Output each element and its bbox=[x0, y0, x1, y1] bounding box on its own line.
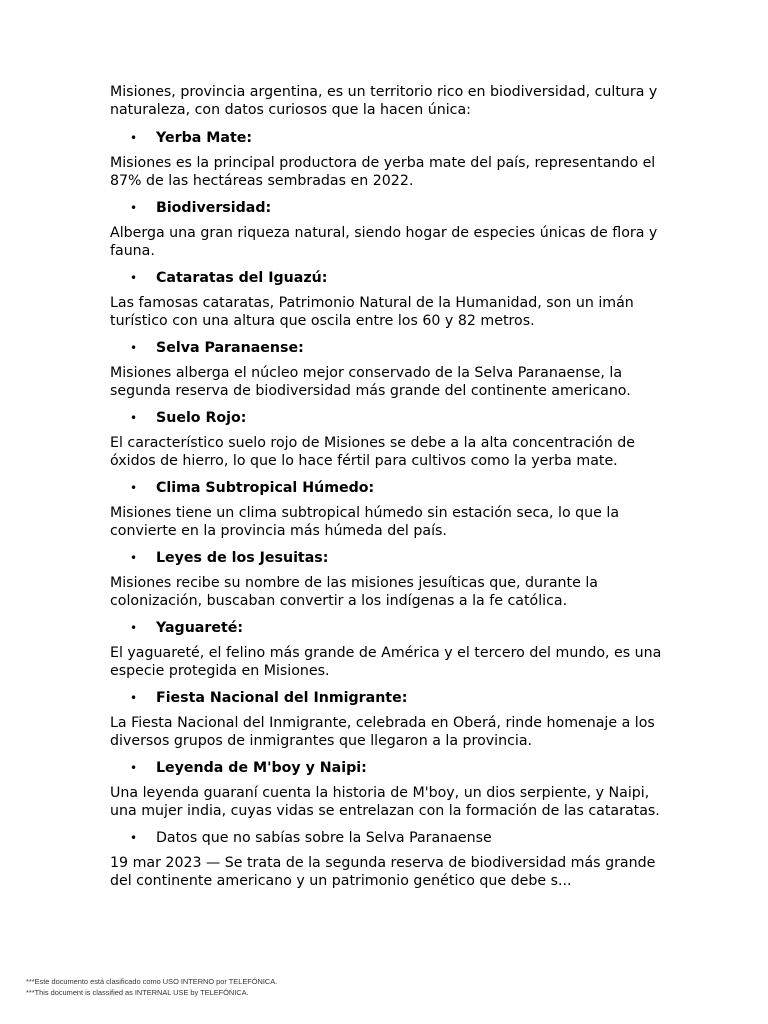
bullet-icon: • bbox=[130, 341, 138, 355]
list-bullet bbox=[110, 409, 662, 427]
bullet-icon: • bbox=[130, 411, 138, 425]
item-heading: Leyenda de M'boy y Naipi: bbox=[156, 760, 367, 776]
item-text: Una leyenda guaraní cuenta la historia de M'boy, un dios serpiente, y Naipi, una mujer india, cuyas vidas se entrelazan con la formación de las cataratas. bbox=[110, 785, 660, 819]
list-bullet bbox=[110, 829, 662, 847]
list-bullet bbox=[110, 129, 662, 147]
list-bullet bbox=[110, 199, 662, 217]
item-text: Misiones recibe su nombre de las misiones jesuíticas que, durante la colonización, buscaban convertir a los indígenas a la fe católica. bbox=[110, 575, 598, 609]
bullet-icon: • bbox=[130, 201, 138, 215]
item-text: El característico suelo rojo de Misiones se debe a la alta concentración de óxidos de hierro, lo que lo hace fértil para cultivos como la yerba mate. bbox=[110, 435, 635, 469]
item-heading: Leyes de los Jesuitas: bbox=[156, 550, 329, 566]
bullet-icon: • bbox=[130, 131, 138, 145]
list-item bbox=[110, 619, 662, 680]
item-heading: Selva Paranaense: bbox=[156, 340, 304, 356]
list-item bbox=[110, 199, 662, 260]
list-item bbox=[110, 269, 662, 330]
item-text: Alberga una gran riqueza natural, siendo hogar de especies únicas de flora y fauna. bbox=[110, 225, 658, 259]
list-bullet bbox=[110, 619, 662, 637]
classification-footer bbox=[26, 976, 277, 998]
item-text: Misiones tiene un clima subtropical húmedo sin estación seca, lo que la convierte en la provincia más húmeda del país. bbox=[110, 505, 620, 539]
list-bullet bbox=[110, 549, 662, 567]
item-heading: Yaguareté: bbox=[156, 620, 244, 636]
list-item bbox=[110, 829, 662, 890]
item-heading: Datos que no sabías sobre la Selva Paranaense bbox=[156, 830, 492, 846]
bullet-icon: • bbox=[130, 761, 138, 775]
intro-paragraph: Misiones, provincia argentina, es un territorio rico en biodiversidad, cultura y naturaleza, con datos curiosos que la hacen única: bbox=[110, 84, 658, 118]
bullet-icon: • bbox=[130, 271, 138, 285]
bullet-icon: • bbox=[130, 621, 138, 635]
item-text: Misiones es la principal productora de yerba mate del país, representando el 87% de las hectáreas sembradas en 2022. bbox=[110, 155, 656, 189]
list-bullet bbox=[110, 689, 662, 707]
bullet-icon: • bbox=[130, 481, 138, 495]
list-item bbox=[110, 339, 662, 400]
item-heading: Clima Subtropical Húmedo: bbox=[156, 480, 375, 496]
list-bullet bbox=[110, 339, 662, 357]
list-bullet bbox=[110, 479, 662, 497]
item-heading: Suelo Rojo: bbox=[156, 410, 247, 426]
footer-line-spanish: ***Este documento está clasificado como USO INTERNO por TELEFÓNICA. bbox=[26, 977, 278, 986]
item-text: 19 mar 2023 — Se trata de la segunda reserva de biodiversidad más grande del continente americano y un patrimonio genético que debe s... bbox=[110, 855, 656, 889]
list-item bbox=[110, 129, 662, 190]
item-heading: Biodiversidad: bbox=[156, 200, 272, 216]
bullet-icon: • bbox=[130, 831, 138, 845]
footer-line-english: ***This document is classified as INTERNAL USE by TELEFÓNICA. bbox=[26, 988, 249, 997]
list-item bbox=[110, 409, 662, 470]
list-item bbox=[110, 759, 662, 820]
list-item bbox=[110, 479, 662, 540]
item-text: Las famosas cataratas, Patrimonio Natural de la Humanidad, son un imán turístico con una altura que oscila entre los 60 y 82 metros. bbox=[110, 295, 634, 329]
item-heading: Fiesta Nacional del Inmigrante: bbox=[156, 690, 408, 706]
item-heading: Yerba Mate: bbox=[156, 130, 253, 146]
item-text: El yaguareté, el felino más grande de América y el tercero del mundo, es una especie protegida en Misiones. bbox=[110, 645, 662, 679]
bullet-icon: • bbox=[130, 551, 138, 565]
list-item bbox=[110, 689, 662, 750]
document-body bbox=[110, 84, 662, 899]
item-heading: Cataratas del Iguazú: bbox=[156, 270, 328, 286]
list-item bbox=[110, 549, 662, 610]
list-bullet bbox=[110, 759, 662, 777]
item-text: La Fiesta Nacional del Inmigrante, celebrada en Oberá, rinde homenaje a los diversos grupos de inmigrantes que llegaron a la provincia. bbox=[110, 715, 655, 749]
list-bullet bbox=[110, 269, 662, 287]
bullet-icon: • bbox=[130, 691, 138, 705]
item-text: Misiones alberga el núcleo mejor conservado de la Selva Paranaense, la segunda reserva de biodiversidad más grande del continente americano. bbox=[110, 365, 631, 399]
